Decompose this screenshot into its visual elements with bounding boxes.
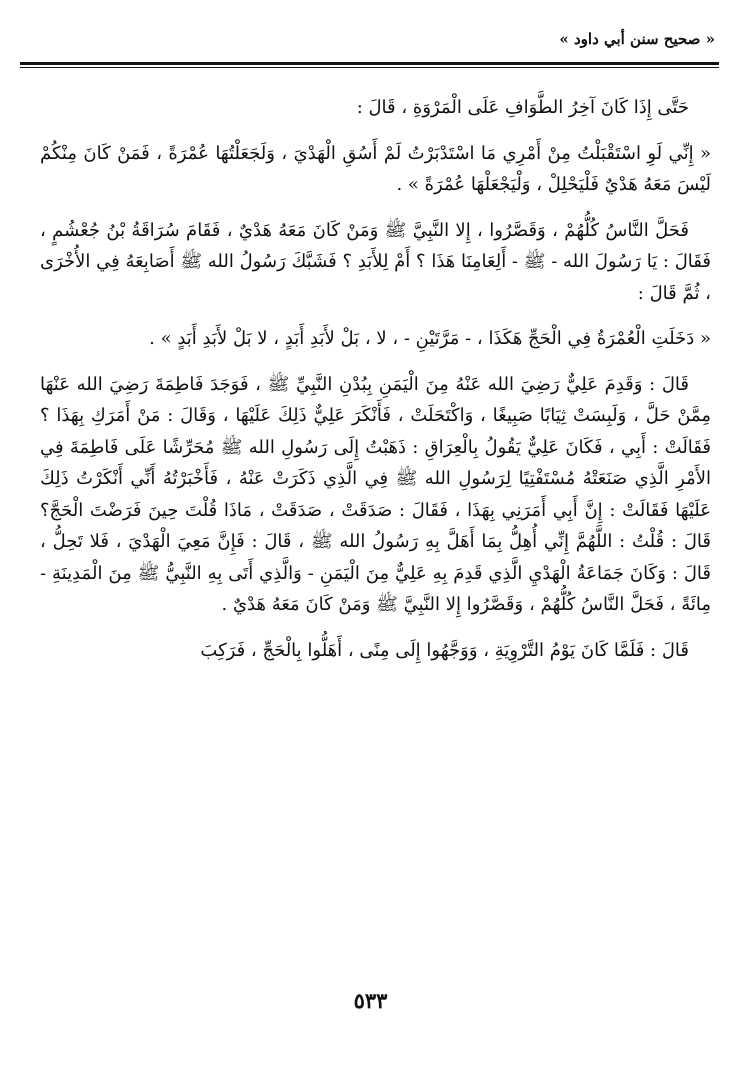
header-rule-thin (20, 67, 719, 68)
paragraph: قَالَ : فَلَمَّا كَانَ يَوْمُ التَّرْوِيَةِ ، وَوَجَّهُوا إِلَى مِنًى ، أَهَلُّوا بِالْحَجِّ ، فَرَكِبَ (200, 639, 689, 661)
paragraph: قَالَ : وَقَدِمَ عَلِيٌّ رَضِيَ الله عَنْهُ مِنَ الْيَمَنِ بِبُدْنِ النَّبِيِّ ﷺ ، فَوَجَدَ فَاطِمَةَ رَضِيَ الله عَنْهَا مِمَّنْ حَلَّ ، وَلَبِسَتْ ثِيَابًا صَبِيغًا ، وَاكْتَحَلَتْ ، فَأَنْكَرَ عَلِيٌّ ذَلِكَ عَلَيْهَا ، وَقَالَ : مَنْ أَمَرَكِ بِهَذَا ؟ فَقَالَتْ : أَبِي ، فَكَانَ عَلِيٌّ يَقُولُ بِالْعِرَاقِ : ذَهَبْتُ إِلَى رَسُولِ الله ﷺ مُحَرِّشًا عَلَى فَاطِمَةَ فِي الأَمْرِ الَّذِي صَنَعَتْهُ مُسْتَفْتِيًا لِرَسُولِ الله ﷺ فِي الَّذِي ذَكَرَتْ عَنْهُ ، فَأَخْبَرْتُهُ أَنِّي أَنْكَرْتُ ذَلِكَ عَلَيْهَا فَقَالَتْ : إِنَّ أَبِي أَمَرَنِي بِهَذَا ، فَقَالَ : صَدَقَتْ ، صَدَقَتْ ، مَاذَا قُلْتَ حِينَ فَرَضْتَ الْحَجَّ؟ قَالَ : قُلْتُ : اللَّهُمَّ إِنِّي أُهِلُّ بِمَا أَهَلَّ بِهِ رَسُولُ الله ﷺ ، قَالَ : فَإِنَّ مَعِيَ الْهَدْيَ ، فَلا تَحِلُّ ، قَالَ : وَكَانَ جَمَاعَةُ الْهَدْيِ الَّذِي قَدِمَ بِهِ عَلِيٌّ مِنَ الْيَمَنِ - وَالَّذِي أَتَى بِهِ النَّبِيُّ ﷺ مِنَ الْمَدِينَةِ - مِائَةً ، فَحَلَّ النَّاسُ كُلُّهُمْ ، وَقَصَّرُوا إِلا النَّبِيَّ ﷺ وَمَنْ كَانَ مَعَهُ هَدْيٌ . (40, 373, 711, 615)
quoted-hadith: « إِنِّي لَوِ اسْتَقْبَلْتُ مِنْ أَمْرِي مَا اسْتَدْبَرْتُ لَمْ أَسُقِ الْهَدْيَ ، وَلَجَعَلْتُهَا عُمْرَةً ، فَمَنْ كَانَ مِنْكُمْ لَيْسَ مَعَهُ هَدْيٌ فَلْيَحْلِلْ ، وَلْيَجْعَلْهَا عُمْرَةً » . (40, 142, 711, 195)
quoted-hadith: « دَخَلَتِ الْعُمْرَةُ فِي الْحَجِّ هَكَذَا ، - مَرَّتَيْنِ - ، لا ، بَلْ لأَبَدِ أَبَدٍ ، لا بَلْ لأَبَدِ أَبَدٍ » . (149, 328, 711, 349)
paragraph: فَحَلَّ النَّاسُ كُلُّهُمْ ، وَقَصَّرُوا ، إِلا النَّبِيَّ ﷺ وَمَنْ كَانَ مَعَهُ هَدْيٌ ، فَقَامَ سُرَاقَةُ بْنُ جُعْشُمٍ ، فَقَالَ : يَا رَسُولَ الله - ﷺ - أَلِعَامِنَا هَذَا ؟ أَمْ لِلأَبَدِ ؟ فَشَبَّكَ رَسُولُ الله ﷺ أَصَابِعَهُ فِي الأُخْرَى ، ثُمَّ قَالَ : (40, 219, 711, 304)
running-title: « صحيح سنن أبي داود » (559, 30, 715, 48)
main-text (40, 92, 711, 680)
header-rule (20, 62, 719, 65)
paragraph: حَتَّى إِذَا كَانَ آخِرُ الطَّوَافِ عَلَى الْمَرْوَةِ ، قَالَ : (356, 97, 689, 118)
page-number: ٥٣٣ (353, 988, 388, 1013)
